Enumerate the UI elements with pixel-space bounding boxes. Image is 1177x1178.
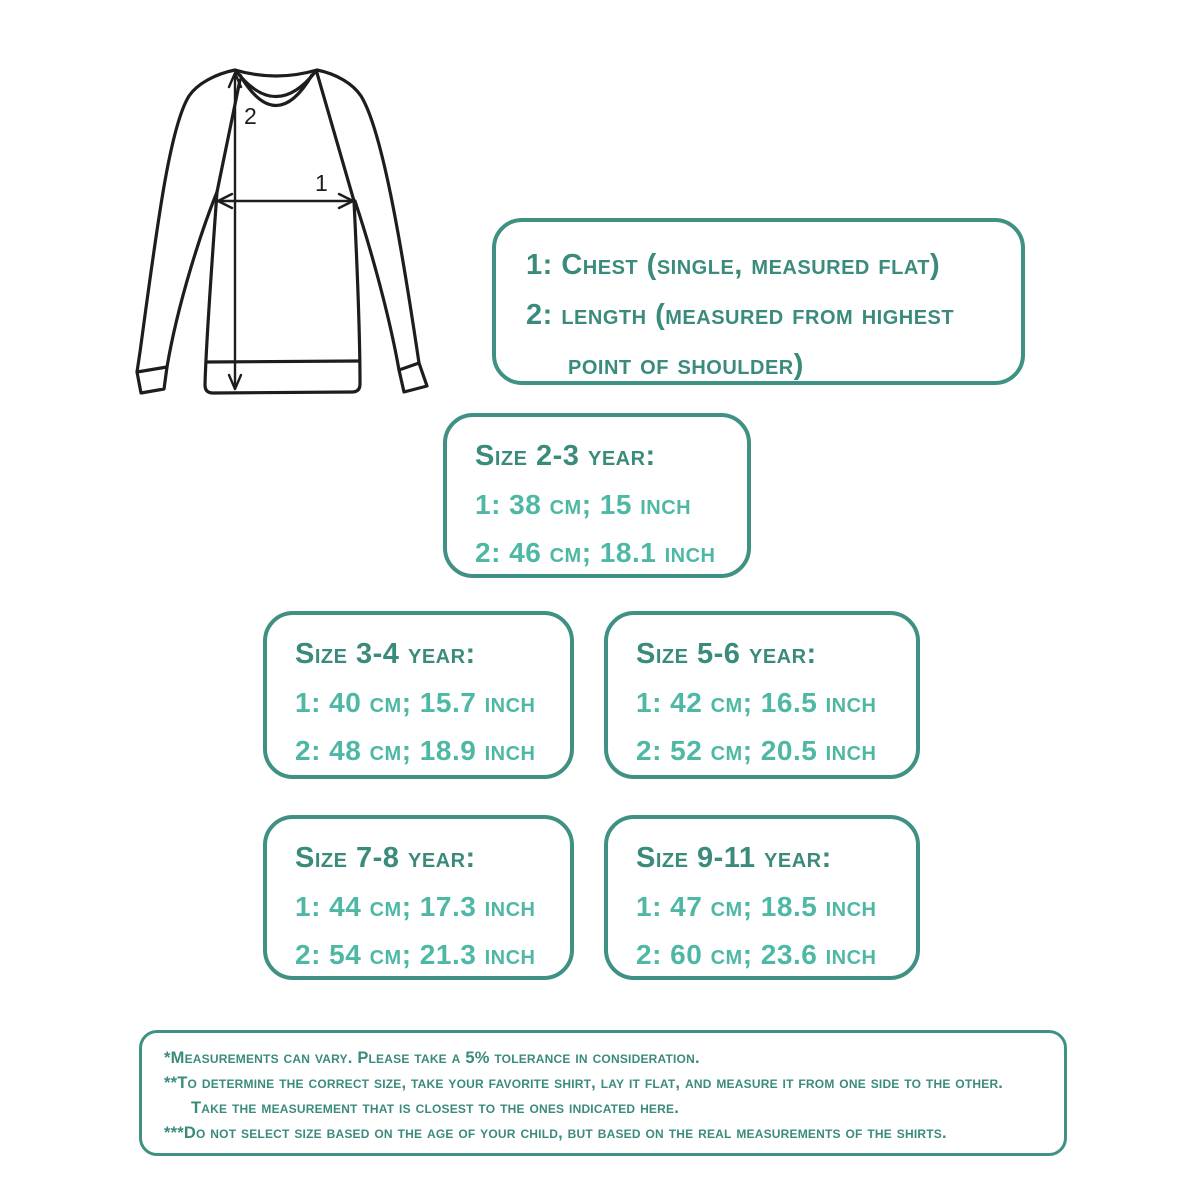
length-measurement: 2: 54 cm; 21.3 inch bbox=[295, 939, 536, 970]
legend-line-chest: 1: Chest (single, measured flat) bbox=[526, 249, 941, 281]
length-measurement: 2: 60 cm; 23.6 inch bbox=[636, 939, 877, 970]
note-how-to-measure-wrap: Take the measurement that is closest to the ones indicated here. bbox=[191, 1099, 679, 1117]
size-title: Size 3-4 year: bbox=[295, 638, 476, 670]
legend-line-length-wrap: point of shoulder) bbox=[568, 349, 804, 381]
size-title: Size 5-6 year: bbox=[636, 638, 817, 670]
size-box-5-6-year bbox=[604, 611, 920, 779]
size-title: Size 9-11 year: bbox=[636, 842, 832, 874]
length-measurement: 2: 52 cm; 20.5 inch bbox=[636, 735, 877, 766]
note-tolerance: *Measurements can vary. Please take a 5% tolerance in consideration. bbox=[164, 1049, 700, 1067]
size-box-9-11-year bbox=[604, 815, 920, 980]
length-measurement: 2: 46 cm; 18.1 inch bbox=[475, 537, 716, 568]
note-age-warning: ***Do not select size based on the age of your child, but based on the real measurements of the shirts. bbox=[164, 1124, 947, 1142]
chest-arrow-label: 1 bbox=[315, 170, 328, 196]
chest-measurement: 1: 44 cm; 17.3 inch bbox=[295, 891, 536, 922]
length-arrow-label: 2 bbox=[244, 103, 257, 129]
sweater-measurement-diagram bbox=[130, 50, 475, 410]
note-how-to-measure: **To determine the correct size, take your favorite shirt, lay it flat, and measure it from one side to the other. bbox=[164, 1074, 1004, 1092]
sweater-outline bbox=[137, 70, 427, 393]
size-title: Size 2-3 year: bbox=[475, 440, 656, 472]
measurement-arrows bbox=[218, 73, 353, 389]
chest-measurement: 1: 40 cm; 15.7 inch bbox=[295, 687, 536, 718]
legend-line-length: 2: length (measured from highest bbox=[526, 299, 955, 331]
size-box-2-3-year bbox=[443, 413, 751, 578]
size-title: Size 7-8 year: bbox=[295, 842, 476, 874]
chest-measurement: 1: 38 cm; 15 inch bbox=[475, 489, 692, 520]
measurement-legend-box bbox=[492, 218, 1025, 385]
size-box-3-4-year bbox=[263, 611, 574, 779]
size-box-7-8-year bbox=[263, 815, 574, 980]
notes-box bbox=[139, 1030, 1067, 1156]
chest-measurement: 1: 42 cm; 16.5 inch bbox=[636, 687, 877, 718]
chest-measurement: 1: 47 cm; 18.5 inch bbox=[636, 891, 877, 922]
length-measurement: 2: 48 cm; 18.9 inch bbox=[295, 735, 536, 766]
